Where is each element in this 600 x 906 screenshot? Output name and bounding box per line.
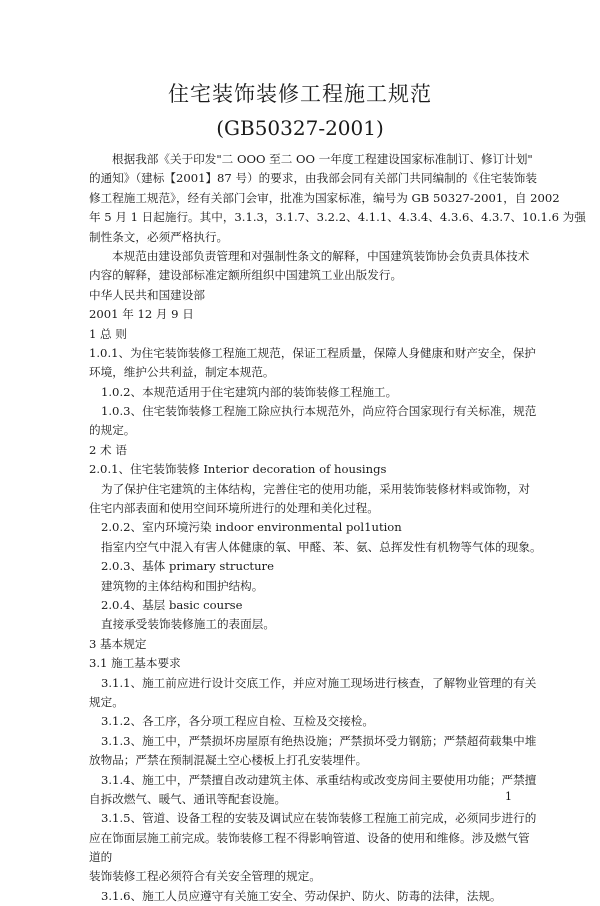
paragraph-line: 应在饰面层施工前完成。装饰装修工程不得影响管道、设备的使用和维修。涉及燃气管 bbox=[89, 830, 530, 845]
paragraph-line: 的规定。 bbox=[89, 423, 136, 438]
term-entry: 2.0.4、基层 basic course bbox=[101, 597, 243, 612]
issuer-name: 中华人民共和国建设部 bbox=[89, 287, 205, 302]
page-number: 1 bbox=[505, 790, 512, 803]
paragraph-line: 3.1.4、施工中，严禁擅自改动建筑主体、承重结构或改变房间主要使用功能；严禁擅 bbox=[101, 772, 537, 787]
section-heading: 3 基本规定 bbox=[89, 636, 147, 651]
paragraph-line: 3.1.5、管道、设备工程的安装及调试应在装饰装修工程施工前完成，必须同步进行的 bbox=[101, 811, 537, 826]
paragraph-line: 修工程施工规范》，经有关部门会审，批准为国家标准，编号为 GB 50327-2001，自 2002 bbox=[89, 190, 560, 205]
paragraph-line: 的通知》（建标【2001】87 号）的要求，由我部会同有关部门共同编制的《住宅装饰装 bbox=[89, 171, 537, 186]
document-title: 住宅装饰装修工程施工规范 bbox=[168, 82, 432, 106]
term-entry: 2.0.3、基体 primary structure bbox=[101, 559, 274, 574]
paragraph-line: 本规范由建设部负责管理和对强制性条文的解释，中国建筑装饰协会负责具体技术 bbox=[112, 248, 530, 263]
subsection-heading: 3.1 施工基本要求 bbox=[89, 656, 181, 671]
paragraph-line: 制性条文，必须严格执行。 bbox=[89, 229, 229, 244]
section-heading: 1 总 则 bbox=[89, 326, 127, 341]
paragraph-line: 建筑物的主体结构和围护结构。 bbox=[101, 578, 264, 593]
section-heading: 2 术 语 bbox=[89, 442, 127, 457]
paragraph-line: 环境，维护公共利益，制定本规范。 bbox=[89, 365, 275, 380]
paragraph-line: 装饰装修工程必须符合有关安全管理的规定。 bbox=[89, 869, 321, 884]
paragraph-line: 根据我部《关于印发"二 OOO 至二 OO 一年度工程建设国家标准制订、修订计划" bbox=[112, 152, 533, 166]
paragraph-line: 内容的解释，建设部标准定额所组织中国建筑工业出版发行。 bbox=[89, 268, 403, 283]
paragraph-line: 1.0.1、为住宅装饰装修工程施工规范，保证工程质量，保障人身健康和财产安全，保护 bbox=[89, 345, 536, 360]
paragraph-line: 1.0.3、住宅装饰装修工程施工除应执行本规范外，尚应符合国家现行有关标准，规范 bbox=[101, 404, 537, 419]
paragraph-line: 3.1.3、施工中，严禁损坏房屋原有绝热设施；严禁损坏受力钢筋；严禁超荷载集中堆 bbox=[101, 733, 537, 748]
paragraph-line: 3.1.2、各工序，各分项工程应自检、互检及交接检。 bbox=[101, 714, 374, 729]
paragraph-line: 放物品；严禁在预制混凝土空心楼板上打孔安装埋件。 bbox=[89, 753, 368, 768]
paragraph-line: 规定。 bbox=[89, 694, 124, 709]
paragraph-line: 为了保护住宅建筑的主体结构，完善住宅的使用功能，采用装饰装修材料或饰物，对 bbox=[101, 481, 530, 496]
paragraph-line: 1.0.2、本规范适用于住宅建筑内部的装饰装修工程施工。 bbox=[101, 384, 398, 399]
issue-date: 2001 年 12 月 9 日 bbox=[89, 307, 194, 322]
term-entry: 2.0.2、室内环境污染 indoor environmental pol1ution bbox=[101, 520, 402, 535]
paragraph-line: 年 5 月 1 日起施行。其中，3.1.3，3.1.7、3.2.2、4.1.1、4.3.4、4.3.6、4.3.7、10.1.6 为强 bbox=[89, 210, 586, 225]
paragraph-line: 自拆改燃气、暖气、通讯等配套设施。 bbox=[89, 791, 287, 806]
document-body bbox=[89, 150, 586, 906]
term-entry: 2.0.1、住宅装饰装修 Interior decoration of housings bbox=[89, 462, 387, 477]
paragraph-line: 指室内空气中混入有害人体健康的氧、甲醛、苯、氨、总挥发性有机物等气体的现象。 bbox=[101, 539, 542, 554]
paragraph-line: 道的 bbox=[89, 850, 113, 865]
paragraph-line: 直接承受装饰装修施工的表面层。 bbox=[101, 617, 275, 632]
paragraph-line: 住宅内部表面和使用空间环境所进行的处理和美化过程。 bbox=[89, 501, 379, 516]
paragraph-line: 3.1.1、施工前应进行设计交底工作，并应对施工现场进行核查，了解物业管理的有关 bbox=[101, 675, 537, 690]
standard-code: (GB50327-2001) bbox=[216, 116, 384, 140]
paragraph-line: 3.1.6、施工人员应遵守有关施工安全、劳动保护、防火、防毒的法律，法规。 bbox=[101, 888, 502, 903]
